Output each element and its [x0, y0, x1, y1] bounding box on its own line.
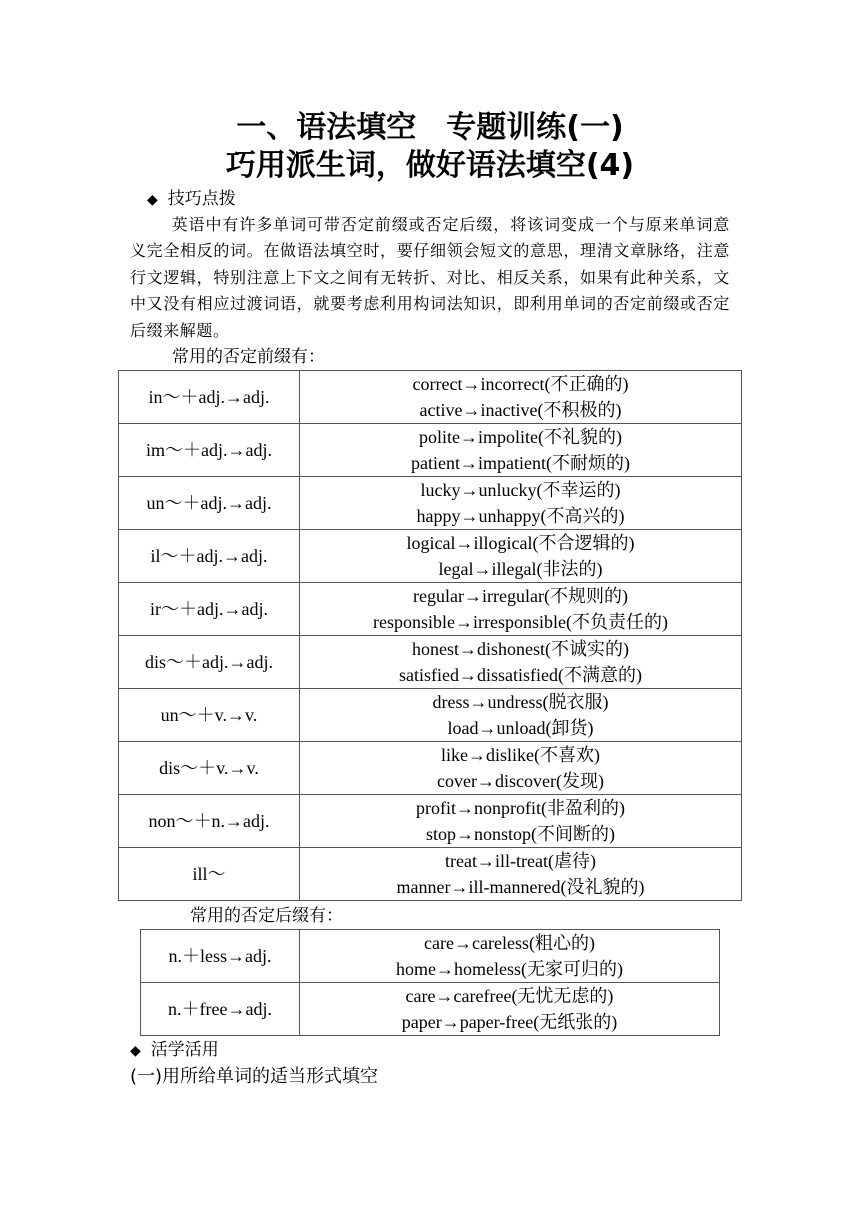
- example-cell: [300, 371, 742, 424]
- example-line: responsible→irresponsible(不负责任的): [373, 612, 668, 632]
- rule-cell: ir～＋adj.→adj.: [119, 583, 300, 636]
- example-line: home→homeless(无家可归的): [396, 959, 623, 979]
- table-row: [119, 636, 742, 689]
- rule-cell: n.＋less→adj.: [141, 930, 300, 983]
- example-cell: [300, 530, 742, 583]
- intro-paragraph: 英语中有许多单词可带否定前缀或否定后缀，将该词变成一个与原来单词意义完全相反的词。在做语法填空时，要仔细领会短文的意思，理清文章脉络，注意行文逻辑，特别注意上下文之间有无转折、对比、相反关系，如果有此种关系，文中又没有相应过渡词语，就要考虑利用构词法知识，即利用单词的否定前缀或否定后缀来解题。: [130, 215, 730, 340]
- example-cell: [300, 930, 720, 983]
- rule-cell: non～＋n.→adj.: [119, 795, 300, 848]
- example-cell: [300, 795, 742, 848]
- example-line: patient→impatient(不耐烦的): [411, 453, 630, 473]
- rule-cell: ill～: [119, 848, 300, 901]
- example-line: care→careless(粗心的): [424, 933, 595, 953]
- example-line: happy→unhappy(不高兴的): [416, 506, 625, 526]
- example-line: care→carefree(无忧无虑的): [405, 986, 614, 1006]
- example-line: treat→ill-treat(虐待): [445, 851, 596, 871]
- example-line: stop→nonstop(不间断的): [426, 824, 615, 844]
- example-line: satisfied→dissatisfied(不满意的): [399, 665, 642, 685]
- suffix-label: 常用的否定后缀有：: [190, 906, 343, 926]
- example-line: like→dislike(不喜欢): [441, 745, 600, 765]
- example-line: lucky→unlucky(不幸运的): [420, 480, 621, 500]
- table-row: [119, 742, 742, 795]
- prefix-label: 常用的否定前缀有：: [172, 347, 325, 367]
- table-row: [119, 371, 742, 424]
- section-heading-label: 技巧点拨: [167, 189, 236, 209]
- page-title: 一、语法填空 专题训练(一): [236, 110, 624, 145]
- rule-cell: un～＋adj.→adj.: [119, 477, 300, 530]
- example-line: dress→undress(脱衣服): [432, 692, 609, 712]
- example-line: paper→paper-free(无纸张的): [401, 1012, 618, 1032]
- page-subtitle: 巧用派生词，做好语法填空(4): [225, 148, 635, 183]
- table-row: [119, 530, 742, 583]
- rule-cell: il～＋adj.→adj.: [119, 530, 300, 583]
- rule-cell: in～＋adj.→adj.: [119, 371, 300, 424]
- table-row: [119, 795, 742, 848]
- table-row: [119, 848, 742, 901]
- example-cell: [300, 983, 720, 1036]
- table-row: [119, 477, 742, 530]
- suffix-table: [140, 929, 720, 1036]
- exercise-subheading: (一)用所给单词的适当形式填空: [130, 1066, 379, 1087]
- table-row: [119, 583, 742, 636]
- example-cell: [300, 689, 742, 742]
- example-cell: [300, 848, 742, 901]
- example-cell: [300, 477, 742, 530]
- example-line: logical→illogical(不合逻辑的): [406, 533, 635, 553]
- example-line: manner→ill-mannered(没礼貌的): [396, 877, 645, 897]
- diamond-bullet-icon: ◆: [147, 192, 158, 208]
- example-line: correct→incorrect(不正确的): [412, 374, 629, 394]
- example-line: legal→illegal(非法的): [438, 559, 603, 579]
- example-cell: [300, 583, 742, 636]
- example-cell: [300, 636, 742, 689]
- rule-cell: im～＋adj.→adj.: [119, 424, 300, 477]
- rule-cell: n.＋free→adj.: [141, 983, 300, 1036]
- example-line: polite→impolite(不礼貌的): [419, 427, 622, 447]
- table-row: [119, 424, 742, 477]
- section-heading-practice: [130, 1037, 219, 1064]
- example-line: regular→irregular(不规则的): [413, 586, 628, 606]
- section-heading-tips: [147, 186, 236, 213]
- example-cell: [300, 424, 742, 477]
- example-line: active→inactive(不积极的): [419, 400, 622, 420]
- example-line: cover→discover(发现): [437, 771, 604, 791]
- example-line: load→unload(卸货): [447, 718, 594, 738]
- example-line: profit→nonprofit(非盈利的): [416, 798, 625, 818]
- rule-cell: dis～＋adj.→adj.: [119, 636, 300, 689]
- example-cell: [300, 742, 742, 795]
- section-heading-label: 活学活用: [150, 1040, 219, 1060]
- rule-cell: un～＋v.→v.: [119, 689, 300, 742]
- table-row: [141, 983, 720, 1036]
- table-row: [119, 689, 742, 742]
- table-row: [141, 930, 720, 983]
- rule-cell: dis～＋v.→v.: [119, 742, 300, 795]
- prefix-table: [118, 370, 742, 901]
- diamond-bullet-icon: ◆: [130, 1043, 141, 1059]
- example-line: honest→dishonest(不诚实的): [412, 639, 629, 659]
